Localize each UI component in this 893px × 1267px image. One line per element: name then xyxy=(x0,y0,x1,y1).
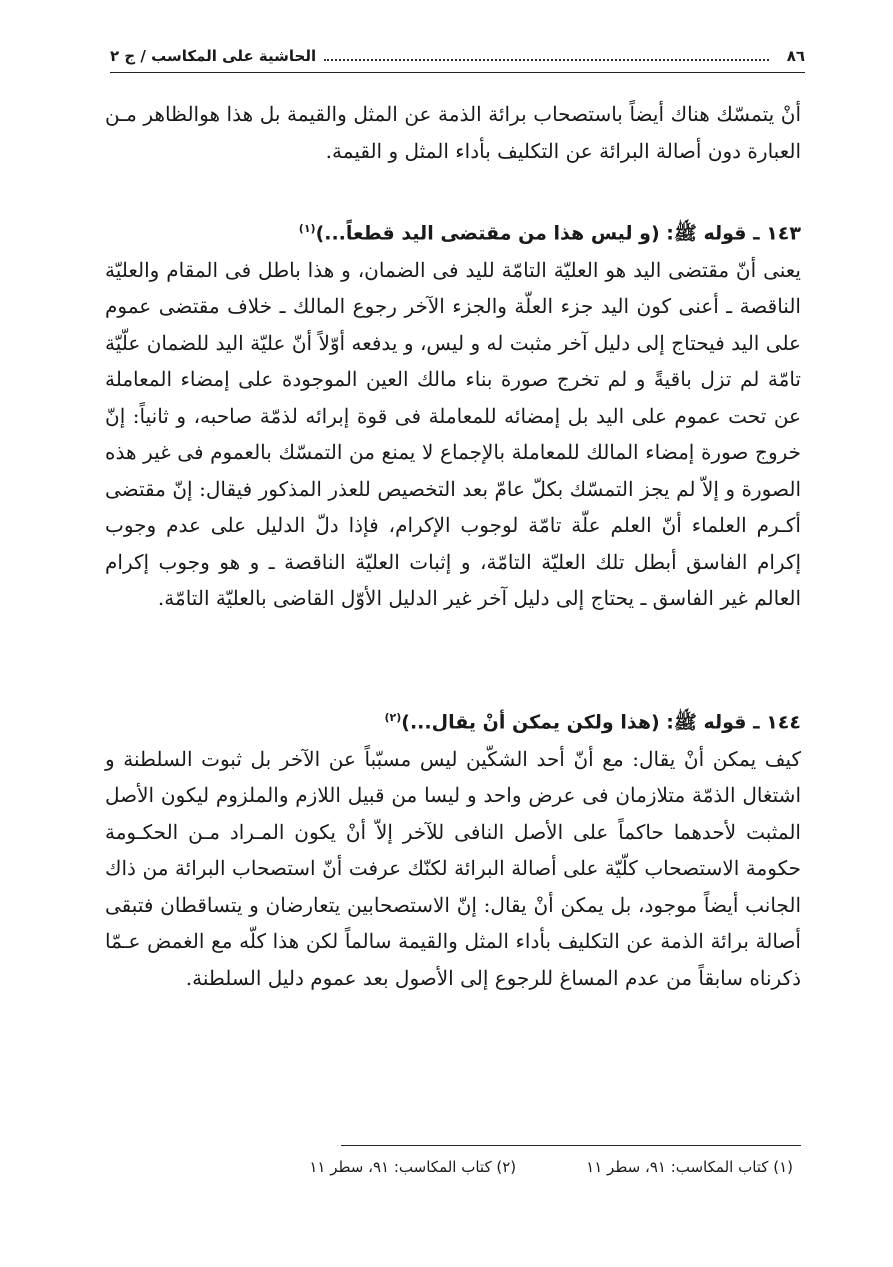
intro-paragraph-block xyxy=(105,96,801,169)
section-heading xyxy=(105,211,801,252)
page-number: ٨٦ xyxy=(786,47,805,65)
section-heading xyxy=(105,700,801,741)
section-144 xyxy=(105,700,801,996)
section-143 xyxy=(105,211,801,617)
section-body: كيف يمكن أنْ يقال: مع أنّ أحد الشكّين ليس مسبّباً عن الآخر بل ثبوت السلطنة و اشتغال الذمّة متلازمان فى عرض واحد و ليسا من قبيل اللازم والملزوم ليكون الأصل المثبت لأحدهما حاكماً على الأصل النافى للآخر إلاّ أنْ يكون المـراد مـن الحكـومة حكومة الاستصحاب كلّيّة على أصالة البرائة لكنّك عرفت أنّ استصحاب البرائة من ذاك الجانب أيضاً موجود، بل يمكن أنْ يقال: إنّ الاستصحابين يتعارضان و يتساقطان فتبقى أصالة برائة الذمة عن التكليف بأداء المثل والقيمة سالماً لكن هذا كلّه مع الغمض عـمّا ذكرناه سابقاً من عدم المساغ للرجوع إلى الأصول بعد عموم دليل السلطنة. xyxy=(105,746,801,990)
footnote-1: (١) كتاب المكاسب: ٩١، سطر ١١ xyxy=(586,1158,793,1176)
footnote-reference: (١) xyxy=(298,222,316,235)
footnote-reference: (٢) xyxy=(384,711,402,724)
footnotes xyxy=(193,1158,793,1176)
section-heading-text: ١٤٤ ـ قوله ﷺ: (هذا ولكن يمكن أنْ يقال...) xyxy=(401,711,801,734)
running-header-title: الحاشية على المكاسب / ج ٢ xyxy=(110,47,317,65)
section-heading-text: ١٤٣ ـ قوله ﷺ: (و ليس هذا من مقتضى اليد قطعاً...) xyxy=(315,222,801,245)
section-body: يعنى أنّ مقتضى اليد هو العليّة التامّة لليد فى الضمان، و هذا باطل فى المقام والعليّة الناقصة ـ أعنى كون اليد جزء العلّة والجزء الآخر رجوع المالك ـ خلاف مقتضى عموم على اليد فيحتاج إلى دليل آخر مثبت له و ليس، و يدفعه أوّلاً أنّ عليّة اليد للضمان علّيّة تامّة لم تزل باقيةً و لم تخرج صورة بناء مالك العين الموجودة على إمضاء المعاملة عن تحت عموم على اليد بل إمضائه للمعاملة فى قوة إبرائه لذمّة صاحبه، و ثانياً: إنّ خروج صورة إمضاء المالك للمعاملة بالإجماع لا يمنع من التمسّك بالعموم فى غير هذه الصورة و إلاّ لم يجز التمسّك بكلّ عامّ بعد التخصيص للعذر المذكور فيقال: إنّ مقتضى أكـرم العلماء أنّ العلم علّة تامّة لوجوب الإكرام، فإذا دلّ الدليل على عدم وجوب إكرام الفاسق أبطل تلك العليّة التامّة، و إثبات العليّة الناقصة ـ و هو وجوب إكرام العالم غير الفاسق ـ يحتاج إلى دليل آخر غير الدليل الأوّل القاضى بالعليّة التامّة. xyxy=(105,257,802,611)
running-header xyxy=(110,40,805,73)
header-dot-leader xyxy=(324,58,769,61)
footnote-separator xyxy=(341,1145,801,1146)
footnote-2: (٢) كتاب المكاسب: ٩١، سطر ١١ xyxy=(309,1158,517,1176)
intro-paragraph: أنْ يتمسّك هناك أيضاً باستصحاب برائة الذمة عن المثل والقيمة بل هذا هوالظاهر مـن العبارة دون أصالة البرائة عن التكليف بأداء المثل و القيمة. xyxy=(105,102,801,163)
